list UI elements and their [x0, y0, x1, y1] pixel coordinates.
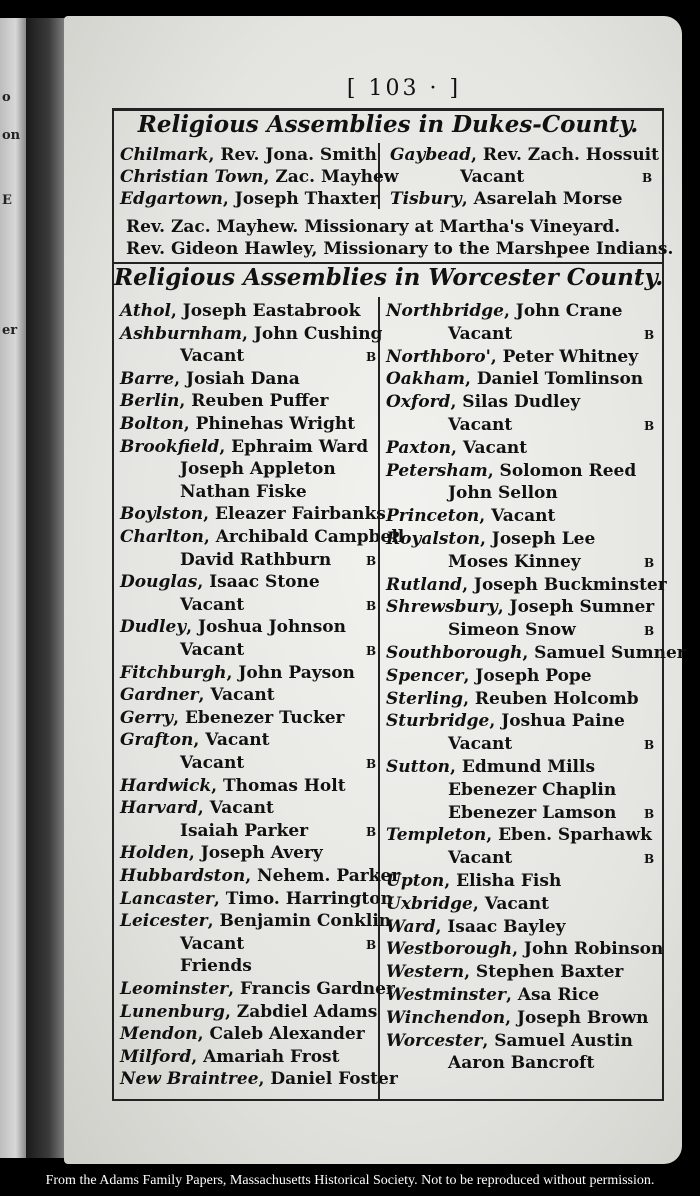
- town-name: Bolton: [120, 414, 184, 434]
- register-entry: Holden, Joseph Avery: [120, 843, 323, 864]
- minister-name: Vacant: [448, 323, 513, 344]
- register-entry: Ward, Isaac Bayley: [386, 916, 566, 937]
- minister-name: Zabdiel Adams: [236, 1001, 378, 1022]
- minister-name: Stephen Baxter: [475, 962, 624, 983]
- register-entry: Petersham, Solomon Reed: [386, 460, 637, 481]
- register-entry: Gerry, Ebenezer Tucker: [120, 707, 345, 728]
- minister-name: Nehem. Parker: [257, 866, 401, 886]
- minister-name: Vacant: [180, 594, 245, 615]
- minister-name: Solomon Reed: [499, 460, 637, 481]
- town-name: Spencer: [386, 665, 464, 686]
- register-entry: Worcester, Samuel Austin: [386, 1030, 633, 1051]
- town-name: Fitchburgh: [120, 662, 227, 683]
- minister-name: Asarelah Morse: [473, 189, 623, 209]
- minister-name: Vacant: [460, 167, 525, 187]
- register-entry: Shrewsbury, Joseph Sumner: [386, 597, 655, 618]
- register-entry: Winchendon, Joseph Brown: [386, 1007, 649, 1028]
- minister-name: Joshua Paine: [501, 711, 625, 732]
- baptist-mark: B: [366, 937, 377, 952]
- minister-name: Timo. Harrington: [225, 888, 393, 909]
- register-entry: Oxford, Silas Dudley: [386, 392, 581, 413]
- baptist-mark: B: [366, 644, 377, 658]
- register-entry: Berlin, Reuben Puffer: [120, 391, 329, 412]
- register-entry: Ashburnham, John Cushing: [120, 323, 383, 344]
- minister-name: Vacant: [448, 415, 513, 435]
- minister-name: Josiah Dana: [185, 368, 300, 389]
- register-entry: [448, 780, 616, 800]
- register-entry: Douglas, Isaac Stone: [120, 572, 320, 593]
- minister-name: Vacant: [180, 640, 245, 660]
- town-name: Sutton: [386, 757, 451, 777]
- register-entry: Charlton, Archibald Campbell: [120, 527, 405, 547]
- baptist-mark: B: [366, 350, 377, 365]
- minister-name: Samuel Sumner: [534, 643, 686, 663]
- town-name: Hubbardston: [120, 866, 246, 886]
- register-entry: Harvard, Vacant: [120, 798, 274, 819]
- register-entry: Princeton, Vacant: [386, 506, 556, 527]
- minister-name: Joseph Appleton: [180, 459, 336, 480]
- minister-name: Ebenezer Lamson: [448, 802, 617, 823]
- town-name: Gaybead: [390, 145, 472, 165]
- register-entry: [448, 734, 512, 754]
- minister-name: Daniel Foster: [270, 1069, 398, 1090]
- register-entry: [448, 620, 576, 640]
- minister-name: David Rathburn: [180, 549, 332, 570]
- register-entry: [448, 1053, 594, 1073]
- baptist-mark: B: [644, 852, 655, 867]
- town-name: Oxford: [386, 392, 451, 413]
- register-entry: Leominster, Francis Gardner: [120, 979, 395, 999]
- town-name: Westminster: [386, 985, 506, 1005]
- town-name: Gerry: [120, 707, 174, 728]
- register-entry: Oakham, Daniel Tomlinson: [386, 369, 644, 390]
- town-name: Milford: [120, 1046, 192, 1067]
- baptist-mark: B: [644, 555, 655, 570]
- minister-name: Eben. Sparhawk: [498, 825, 652, 846]
- register-entry: Lunenburg, Zabdiel Adams: [120, 1001, 378, 1022]
- minister-name: John Cushing: [253, 323, 383, 344]
- town-name: Lancaster: [120, 888, 214, 909]
- register-entry: Chilmark, Rev. Jona. Smith: [120, 145, 377, 165]
- town-name: Winchendon: [386, 1007, 506, 1028]
- minister-name: John Payson: [238, 662, 355, 683]
- town-name: Uxbridge: [386, 893, 473, 914]
- minister-name: Joseph Thaxter: [234, 189, 379, 209]
- town-name: Sterling: [386, 688, 464, 709]
- register-entry: [448, 848, 512, 868]
- register-entry: Westminster, Asa Rice: [386, 985, 600, 1005]
- minister-name: Asa Rice: [517, 985, 600, 1005]
- town-name: Gardner: [120, 685, 199, 706]
- register-entry: [180, 482, 307, 502]
- minister-name: Vacant: [448, 734, 513, 755]
- town-name: Princeton: [386, 506, 480, 527]
- minister-name: Vacant: [209, 798, 274, 819]
- register-entry: New Braintree, Daniel Foster: [120, 1069, 398, 1090]
- register-entry: Sterling, Reuben Holcomb: [386, 688, 639, 709]
- town-name: Western: [386, 962, 465, 983]
- minister-name: Ebenezer Chaplin: [448, 779, 617, 800]
- town-name: Ward: [386, 916, 436, 937]
- minister-name: Vacant: [491, 506, 556, 527]
- town-name: Athol: [120, 301, 171, 321]
- minister-name: Isaac Bayley: [447, 916, 566, 937]
- fragment-text: er: [2, 323, 18, 338]
- minister-name: Elisha Fish: [456, 871, 562, 891]
- register-entry: Sutton, Edmund Mills: [386, 757, 596, 777]
- register-entry: Bolton, Phinehas Wright: [120, 414, 356, 434]
- town-name: Harvard: [120, 798, 198, 819]
- baptist-mark: B: [366, 553, 377, 568]
- minister-name: Reuben Holcomb: [474, 688, 639, 709]
- register-entry: [180, 595, 244, 615]
- town-name: Rutland: [386, 574, 463, 595]
- minister-name: Joseph Sumner: [509, 597, 655, 618]
- register-entry: [180, 640, 244, 660]
- minister-name: Thomas Holt: [223, 775, 346, 796]
- minister-name: John Robinson: [523, 939, 664, 960]
- minister-name: Simeon Snow: [448, 620, 576, 641]
- minister-name: Ebenezer Tucker: [184, 707, 345, 728]
- town-name: Brookfield: [120, 436, 220, 457]
- minister-name: Zac. Mayhew: [275, 167, 399, 187]
- register-entry: Upton, Elisha Fish: [386, 871, 562, 891]
- minister-name: Edmund Mills: [461, 757, 596, 777]
- register-entry: Christian Town, Zac. Mayhew: [120, 167, 399, 187]
- minister-name: Ephraim Ward: [231, 436, 369, 457]
- town-name: Northboro': [386, 346, 491, 367]
- minister-name: Nathan Fiske: [180, 481, 307, 502]
- minister-name: Rev. Jona. Smith: [220, 145, 377, 165]
- town-name: Sturbridge: [386, 711, 490, 732]
- minister-name: Rev. Zach. Hossuit: [482, 145, 659, 165]
- register-entry: Gaybead, Rev. Zach. Hossuit: [390, 145, 659, 165]
- register-entry: [180, 753, 244, 773]
- baptist-mark: B: [644, 806, 655, 821]
- register-entry: [460, 167, 524, 187]
- register-entry: Lancaster, Timo. Harrington: [120, 888, 393, 909]
- minister-name: Amariah Frost: [203, 1046, 340, 1067]
- minister-name: Eleazer Fairbanks: [215, 504, 386, 525]
- register-entry: Hubbardston, Nehem. Parker: [120, 866, 401, 886]
- town-name: Paxton: [386, 437, 452, 458]
- minister-name: Peter Whitney: [502, 346, 639, 367]
- register-entry: Templeton, Eben. Sparhawk: [386, 825, 652, 846]
- town-name: Oakham: [386, 369, 465, 390]
- page-number: [ 103 · ]: [346, 76, 462, 101]
- register-entry: Grafton, Vacant: [120, 730, 270, 751]
- minister-name: Daniel Tomlinson: [476, 369, 644, 390]
- previous-page-edge: [0, 18, 26, 1158]
- minister-name: Isaac Stone: [209, 572, 320, 593]
- minister-name: Vacant: [180, 933, 245, 954]
- fragment-text: o: [2, 90, 11, 105]
- register-entry: [180, 956, 252, 976]
- minister-name: Reuben Puffer: [191, 391, 329, 412]
- minister-name: Caleb Alexander: [209, 1024, 365, 1045]
- register-entry: Uxbridge, Vacant: [386, 893, 549, 914]
- register-entry: [180, 934, 244, 954]
- register-entry: Northbridge, John Crane: [386, 301, 623, 321]
- town-name: Holden: [120, 843, 189, 864]
- town-name: Southborough: [386, 643, 523, 663]
- minister-name: Friends: [180, 956, 252, 977]
- register-entry: Athol, Joseph Eastabrook: [120, 301, 361, 321]
- minister-name: Joseph Avery: [200, 843, 323, 864]
- town-name: Mendon: [120, 1024, 198, 1045]
- town-name: Edgartown: [120, 189, 223, 209]
- dukes-heading: Religious Assemblies in Dukes-County.: [137, 111, 639, 138]
- register-entry: [448, 415, 512, 435]
- baptist-mark: B: [644, 327, 655, 342]
- baptist-mark: B: [366, 824, 377, 839]
- missionary-line: Rev. Zac. Mayhew. Missionary at Martha's Vineyard.: [126, 217, 621, 237]
- copyright-footer: From the Adams Family Papers, Massachusetts Historical Society. Not to be reproduced without permission.: [0, 1168, 700, 1196]
- minister-name: Joseph Buckminster: [473, 574, 667, 595]
- register-entry: Milford, Amariah Frost: [120, 1046, 340, 1067]
- baptist-mark: B: [644, 624, 655, 639]
- register-entry: Western, Stephen Baxter: [386, 962, 624, 983]
- register-entry: Hardwick, Thomas Holt: [120, 775, 346, 796]
- minister-name: Vacant: [484, 893, 549, 914]
- minister-name: Moses Kinney: [448, 551, 581, 572]
- minister-name: Vacant: [462, 437, 528, 458]
- register-entry: Leicester, Benjamin Conklin: [120, 911, 392, 932]
- town-name: Christian Town: [120, 167, 264, 187]
- town-name: Tisbury: [390, 189, 462, 209]
- register-entry: Northboro', Peter Whitney: [386, 346, 639, 367]
- fragment-text: E: [2, 193, 12, 208]
- register-entry: Rutland, Joseph Buckminster: [386, 574, 667, 595]
- register-frame: [112, 108, 686, 1101]
- register-entry: [180, 346, 244, 366]
- register-entry: [180, 550, 331, 570]
- register-entry: Westborough, John Robinson: [386, 939, 664, 960]
- town-name: Upton: [386, 871, 445, 891]
- register-entry: Paxton, Vacant: [386, 437, 528, 458]
- town-name: Douglas: [120, 572, 198, 593]
- minister-name: John Sellon: [448, 483, 558, 504]
- town-name: Royalston: [386, 529, 480, 549]
- baptist-mark: B: [642, 171, 653, 185]
- town-name: Lunenburg: [120, 1001, 225, 1022]
- town-name: Berlin: [120, 391, 180, 412]
- town-name: Ashburnham: [120, 323, 243, 344]
- minister-name: Joseph Pope: [475, 665, 592, 686]
- baptist-mark: B: [644, 738, 655, 753]
- minister-name: Joshua Johnson: [197, 617, 346, 638]
- register-entry: Sturbridge, Joshua Paine: [386, 711, 625, 732]
- baptist-mark: B: [644, 419, 655, 433]
- register-entry: Boylston, Eleazer Fairbanks: [120, 504, 386, 525]
- minister-name: Vacant: [205, 730, 270, 751]
- minister-name: Francis Gardner: [239, 979, 395, 999]
- register-entry: Spencer, Joseph Pope: [386, 665, 592, 686]
- register-entry: Edgartown, Joseph Thaxter: [120, 189, 379, 209]
- town-name: Charlton: [120, 527, 204, 547]
- register-entry: [180, 459, 336, 479]
- register-entry: [180, 821, 308, 841]
- register-entry: Mendon, Caleb Alexander: [120, 1024, 365, 1045]
- minister-name: Vacant: [180, 346, 245, 367]
- minister-name: Joseph Eastabrook: [182, 301, 361, 321]
- register-entry: [448, 552, 581, 572]
- minister-name: Vacant: [180, 753, 245, 773]
- town-name: Dudley: [120, 617, 187, 638]
- minister-name: Vacant: [210, 685, 275, 706]
- book-page: [64, 16, 686, 1164]
- register-entry: Southborough, Samuel Sumner: [386, 643, 686, 663]
- minister-name: Isaiah Parker: [180, 820, 309, 841]
- town-name: Worcester: [386, 1030, 483, 1051]
- register-entry: Barre, Josiah Dana: [120, 368, 300, 389]
- register-entry: Royalston, Joseph Lee: [386, 529, 596, 549]
- town-name: Leominster: [120, 979, 229, 999]
- town-name: Boylston: [120, 504, 204, 525]
- baptist-mark: B: [366, 598, 377, 613]
- register-entry: Tisbury, Asarelah Morse: [390, 189, 623, 209]
- town-name: Shrewsbury: [386, 597, 498, 618]
- town-name: Chilmark: [120, 145, 209, 165]
- town-name: Westborough: [386, 939, 513, 960]
- register-entry: Brookfield, Ephraim Ward: [120, 436, 369, 457]
- register-entry: Dudley, Joshua Johnson: [120, 617, 346, 638]
- fragment-text: on: [2, 128, 21, 143]
- town-name: Barre: [120, 368, 175, 389]
- town-name: Grafton: [120, 730, 194, 751]
- town-name: Hardwick: [120, 775, 212, 796]
- baptist-mark: B: [366, 757, 377, 771]
- register-entry: [448, 483, 558, 503]
- town-name: Northbridge: [386, 301, 504, 321]
- town-name: Petersham: [386, 460, 488, 481]
- minister-name: Phinehas Wright: [195, 414, 356, 434]
- register-entry: Gardner, Vacant: [120, 685, 275, 706]
- town-name: Templeton: [386, 825, 487, 846]
- register-entry: [448, 803, 616, 823]
- minister-name: John Crane: [515, 301, 623, 321]
- town-name: New Braintree: [120, 1069, 259, 1090]
- town-name: Leicester: [120, 911, 208, 932]
- register-entry: [448, 324, 512, 344]
- missionary-line: Rev. Gideon Hawley, Missionary to the Marshpee Indians.: [126, 239, 674, 259]
- minister-name: Aaron Bancroft: [448, 1053, 595, 1074]
- minister-name: Silas Dudley: [462, 392, 581, 413]
- minister-name: Archibald Campbell: [215, 527, 405, 547]
- register-entry: Fitchburgh, John Payson: [120, 662, 355, 683]
- minister-name: Benjamin Conklin: [219, 911, 392, 932]
- minister-name: Joseph Brown: [516, 1007, 649, 1028]
- worcester-heading: Religious Assemblies in Worcester County.: [114, 264, 664, 291]
- minister-name: Joseph Lee: [491, 529, 596, 549]
- minister-name: Samuel Austin: [494, 1030, 633, 1051]
- minister-name: Vacant: [448, 848, 513, 869]
- book-gutter: [26, 18, 68, 1158]
